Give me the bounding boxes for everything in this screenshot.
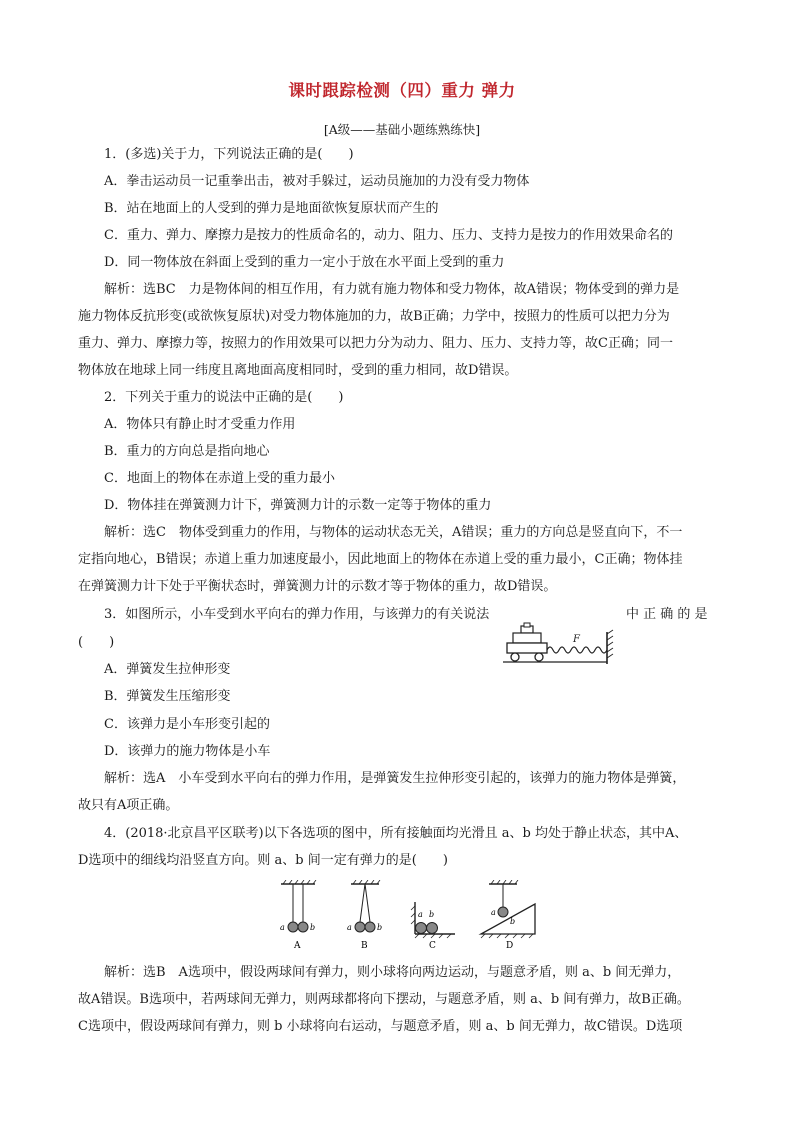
q3-stem-paren: ( ) [78,635,115,650]
q2-answer-line: 在弹簧测力计下处于平衡状态时，弹簧测力计的示数才等于物体的重力，故D错误。 [78,579,557,594]
svg-text:a: a [280,923,285,932]
q3-option-a: A．弹簧发生拉伸形变 [104,662,231,677]
figure-b [347,880,382,951]
q3-answer-line: 解析：选A 小车受到水平向右的弹力作用，是弹簧发生拉伸形变引起的，该弹力的施力物体是弹簧， [104,771,686,786]
q1-option-c: C．重力、弹力、摩擦力是按力的性质命名的，动力、阻力、压力、支持力是按力的作用效果命名的 [104,228,673,243]
q2-stem: 2．下列关于重力的说法中正确的是( ) [104,390,344,405]
svg-text:a: a [418,910,423,919]
q1-stem: 1．(多选)关于力，下列说法正确的是( ) [104,147,354,162]
q3-stem: 3．如图所示，小车受到水平向右的弹力作用，与该弹力的有关说法 [104,607,490,622]
svg-text:b: b [510,917,516,926]
svg-text:b: b [310,923,316,932]
q1-answer-line: 解析：选BC 力是物体间的相互作用，有力就有施力物体和受力物体，故A错误；物体受到的弹力是 [104,282,680,297]
figure-a [280,880,316,951]
q2-answer-line: 解析：选C 物体受到重力的作用，与物体的运动状态无关，A错误；重力的方向总是竖直向下，不一 [104,525,683,540]
q2-option-a: A．物体只有静止时才受重力作用 [104,417,296,432]
q3-option-d: D．该弹力的施力物体是小车 [104,744,271,759]
force-label: F [573,634,580,645]
cart-spring-figure [503,620,633,668]
section-subtitle: [A级——基础小题练熟练快] [323,122,481,137]
figure-d [481,880,535,951]
q3-stem-end: 中 正 确 的 是 [626,607,708,622]
svg-text:b: b [377,923,383,932]
q2-option-c: C．地面上的物体在赤道上受的重力最小 [104,471,335,486]
q2-option-b: B．重力的方向总是指向地心 [104,444,270,459]
q1-answer-line: 物体放在地球上同一纬度且离地面高度相同时，受到的重力相同，故D错误。 [78,363,518,378]
q1-option-a: A．拳击运动员一记重拳出击，被对手躲过，运动员施加的力没有受力物体 [104,174,530,189]
q4-answer-line: 解析：选B A选项中，假设两球间有弹力，则小球将向两边运动，与题意矛盾，则 a、b 间无弹力， [104,965,681,980]
q4-answer-line: C选项中，假设两球间有弹力，则 b 小球将向右运动，与题意矛盾，则 a、b 间无弹力，故C错误。D选项 [78,1019,683,1034]
q3-option-b: B．弹簧发生压缩形变 [104,689,231,704]
svg-text:a: a [347,923,352,932]
q3-answer-line: 故只有A项正确。 [78,798,179,813]
figure-c [411,902,455,951]
q4-answer-line: 故A错误。B选项中，若两球间无弹力，则两球都将向下摆动，与题意矛盾，则 a、b 间有弹力，故B正确。 [78,992,690,1007]
figure-d-label: D [506,941,514,951]
ball-options-figure [273,880,563,955]
figure-b-label: B [361,941,368,951]
q1-answer-line: 施力物体反抗形变(或欲恢复原状)对受力物体施加的力，故B正确；力学中，按照力的性质可以把力分为 [78,309,670,324]
q1-option-b: B．站在地面上的人受到的弹力是地面欲恢复原状而产生的 [104,201,439,216]
q3-option-c: C．该弹力是小车形变引起的 [104,717,270,732]
svg-text:b: b [429,910,435,919]
q4-stem: 4．(2018·北京昌平区联考)以下各选项的图中，所有接触面均光滑且 a、b 均处于静止状态，其中A、 [104,826,688,841]
q4-stem: D选项中的细线均沿竖直方向。则 a、b 间一定有弹力的是( ) [78,853,448,868]
q2-option-d: D．物体挂在弹簧测力计下，弹簧测力计的示数一定等于物体的重力 [104,498,492,513]
q2-answer-line: 定指向地心，B错误；赤道上重力加速度最小，因此地面上的物体在赤道上受的重力最小，C正确；物体挂 [78,552,683,567]
svg-text:a: a [491,908,496,917]
figure-c-label: C [429,941,436,951]
figure-a-label: A [294,941,301,951]
q1-answer-line: 重力、弹力、摩擦力等，按照力的作用效果可以把力分为动力、阻力、压力、支持力等，故C正确；同一 [78,336,673,351]
q1-option-d: D．同一物体放在斜面上受到的重力一定小于放在水平面上受到的重力 [104,255,505,270]
page-title: 课时跟踪检测（四）重力 弹力 [288,81,516,100]
